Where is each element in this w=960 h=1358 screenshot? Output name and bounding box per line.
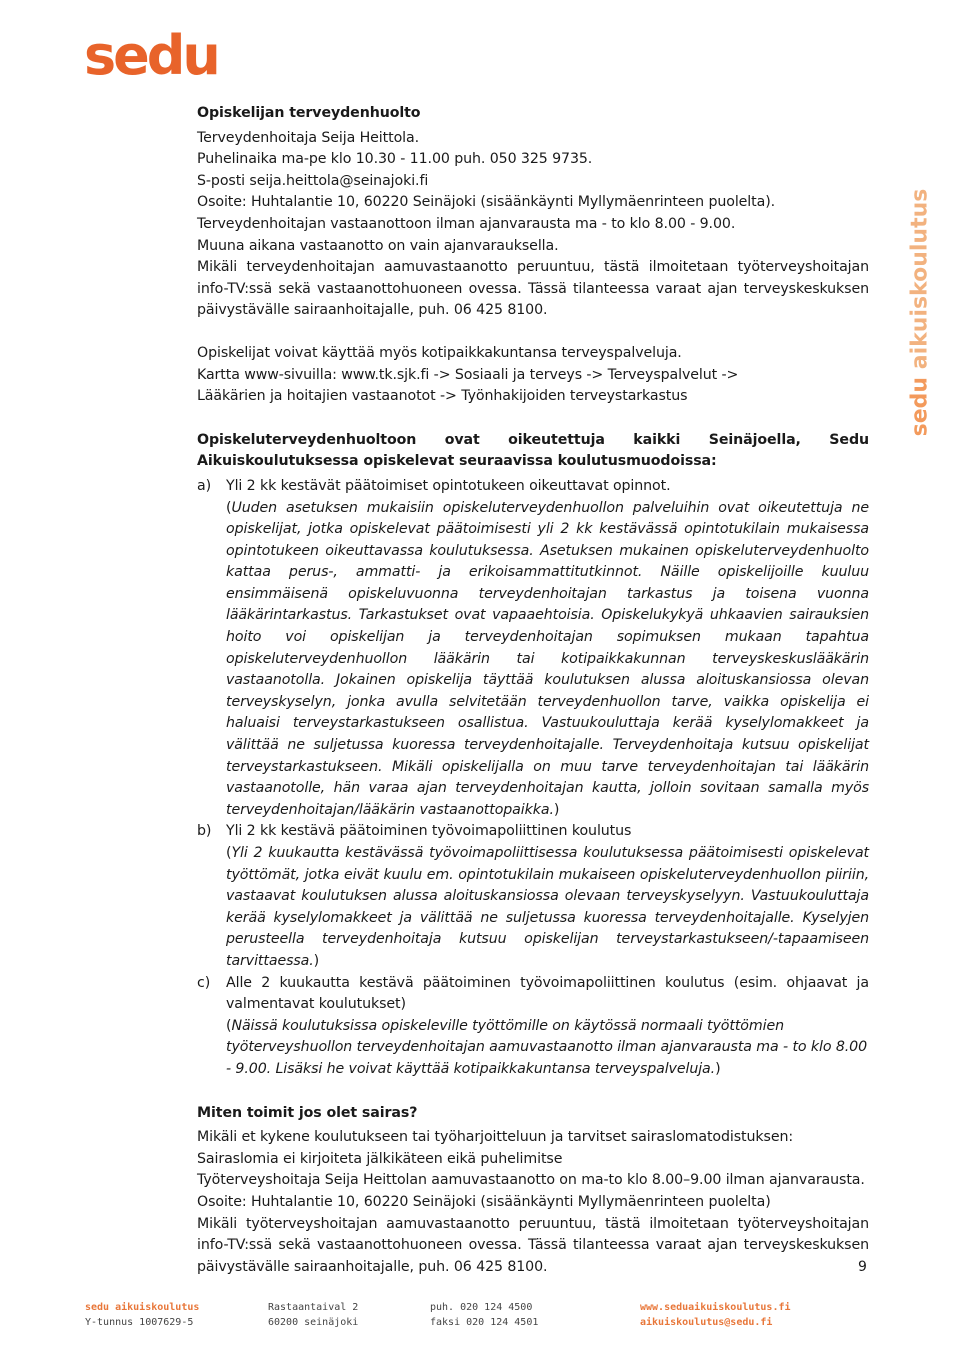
page-number: 9 <box>858 1259 867 1275</box>
section-heading-health-care: Opiskelijan terveydenhuolto <box>197 105 421 121</box>
side-brand <box>900 188 940 436</box>
email-line: S-posti seija.heittola@seinajoki.fi <box>197 172 429 189</box>
map-link-line: Kartta www-sivuilla: www.tk.sjk.fi -> Sosiaali ja terveys -> Terveyspalvelut -> <box>197 366 739 383</box>
footer-org: sedu aikuiskoulutus <box>85 1302 200 1313</box>
footer-phone: puh. 020 124 4500 <box>430 1302 533 1313</box>
map-path-line: Lääkärien ja hoitajien vastaanotot -> Työnhakijoiden terveystarkastus <box>197 388 688 405</box>
list-item: a) Yli 2 kk kestävät päätoimiset opintotukeen oikeuttavat opinnot. (Uuden asetuksen mukaisiin opiskeluterveydenhuollon palveluihin ovat oikeutettuja ne opiskelijat, jotka opiskelevat päätoimisesti yli 2 kk kestävässä opintotukilain mukaisessa opintotukeen oikeuttavassa koulutuksessa. Asetuksen mukainen opiskeluterveydenhuolto kattaa perus-, ammatti- ja erikoisammattitutkinnot. Näille opiskelijoille kuuluu ensimmäisenä opiskeluvuonna terveydenhoitajan tarkastus ja toisena vuonna lääkärintarkastus. Tarkastukset ovat vapaaehtoisia. Opiskelukykyä uhkaavien sairauksien hoito voi opiskelijan ja terveydenhoitajan sopimuksen mukaan tapahtua opiskeluterveydenhuollon lääkärin tai kotipaikkakunnan terveyskeskuslääkärin vastaanotolla. Jokainen opiskelija täyttää koulutuksen alussa aloituskansiossa olevan terveyskyselyn, jonka avulla selvitetään terveydenhuollon tarve, vaikka opiskelija ei haluaisi terveystarkastukseen osallistua. Vastuukouluttaja kerää kyselylomakkeet ja välittää ne suljetussa kuoressa terveydenhoitajalle. Terveydenhoitaja kutsuu opiskelijat terveystarkastukseen. Mikäli opiskelijalla on muu tarve terveydenhoitajan tai lääkärin vastaanotolle, hän varaa ajan terveydenhoitajan kautta, jolloin sovitaan samalla myös terveydenhoitajan/lääkärin vastaanottopaikka.) <box>197 476 869 822</box>
footer <box>0 1300 960 1340</box>
occupational-address: Osoite: Huhtalantie 10, 60220 Seinäjoki (sisäänkäynti Myllymäenrinteen puolelta) <box>197 1193 771 1210</box>
footer-ytunnus: Y-tunnus 1007629-5 <box>85 1317 194 1328</box>
list-item-label: a) <box>197 477 212 494</box>
list-item: c) Alle 2 kuukautta kestävä päätoiminen työvoimapoliittinen koulutus (esim. ohjaavat ja valmentavat koulutukset) (Näissä koulutuksissa opiskeleville työttömille on käytössä normaali työttömien työterveyshuollon terveydenhoitajan aamuvastaanotto ilman ajanvarausta ma - to klo 8.00 - 9.00. Lisäksi he voivat käyttää kotipaikkakuntansa terveyspalveluja.) <box>197 973 869 1081</box>
footer-email: aikuiskoulutus@sedu.fi <box>640 1317 773 1328</box>
list-item-detail: Näissä koulutuksissa opiskeleville työttömille on käytössä normaali työttömien työterveyshuollon terveydenhoitajan aamuvastaanotto ilman ajanvarausta ma - to klo 8.00 - 9.00. Lisäksi he voivat käyttää kotipaikkakuntansa terveyspalveluja. <box>226 1017 868 1077</box>
list-item: b) Yli 2 kk kestävä päätoiminen työvoimapoliittinen koulutus (Yli 2 kuukautta kestävässä työvoimapoliittisessa koulutuksessa päätoimisesti opiskelevat työttömät, jotka eivät kuulu em. opintotukilain mukaiseen opiskeluterveydenhuollon piiriin, vastaavat koulutuksen alussa aloituskansiossa olevaan terveyskyselyyn. Vastuukouluttaja kerää kyselylomakkeet ja välittää ne suljetussa kuoressa terveydenhoitajalle. Kyselyjen perusteella terveydenhoitaja kutsuu opiskelijan terveystarkastukseen/-tapaamiseen tarvittaessa.) <box>197 821 869 972</box>
footer-fax: faksi 020 124 4501 <box>430 1317 539 1328</box>
appointment-note: Muuna aikana vastaanotto on vain ajanvarauksella. <box>197 237 559 254</box>
footer-web: www.seduaikuiskoulutus.fi <box>640 1302 791 1313</box>
list-item-detail: Yli 2 kuukautta kestävässä työvoimapoliittisessa koulutuksessa päätoimisesti opiskelevat työttömät, jotka eivät kuulu em. opintotukilain mukaiseen opiskeluterveydenhuollon piiriin, vastaavat koulutuksen alussa aloituskansiossa olevaan terveyskyselyyn. Vastuukouluttaja kerää kyselylomakkeet ja välittää ne suljetussa kuoressa terveydenhoitajalle. Kyselyjen perusteella terveydenhoitaja kutsuu opiskelijan terveystarkastukseen/-tapaamiseen tarvittaessa. <box>226 845 869 969</box>
document-body <box>197 103 869 1278</box>
footer-city: 60200 seinäjoki <box>268 1317 359 1328</box>
side-brand-aikuiskoulutus: aikuiskoulutus <box>907 188 933 377</box>
sedu-logo <box>84 26 226 82</box>
list-item-title: Yli 2 kk kestävä päätoiminen työvoimapoliittinen koulutus <box>226 823 632 840</box>
nurse-name: Terveydenhoitaja Seija Heittola. <box>197 129 419 146</box>
address-line: Osoite: Huhtalantie 10, 60220 Seinäjoki (sisäänkäynti Myllymäenrinteen puolelta). <box>197 194 776 211</box>
occupational-cancellation-paragraph: Mikäli työterveyshoitajan aamuvastaanotto peruuntuu, tästä ilmoitetaan työterveyshoitajan info-TV:ssä sekä vastaanottohuoneen ovessa. Tässä tilanteessa varaat ajan terveyskeskuksen päivystävälle sairaanhoitajalle, puh. 06 425 8100. <box>197 1215 869 1275</box>
walk-in-hours: Terveydenhoitajan vastaanottoon ilman ajanvarausta ma - to klo 8.00 - 9.00. <box>197 215 736 232</box>
sick-leave-heading: Miten toimit jos olet sairas? <box>197 1104 418 1121</box>
municipal-services-line: Opiskelijat voivat käyttää myös kotipaikkakuntansa terveyspalveluja. <box>197 344 682 361</box>
sick-leave-intro: Mikäli et kykene koulutukseen tai työharjoitteluun ja tarvitset sairaslomatodistuksen: <box>197 1129 794 1146</box>
phone-hours: Puhelinaika ma-pe klo 10.30 - 11.00 puh. 050 325 9735. <box>197 151 593 168</box>
svg-text:sedu: sedu <box>84 26 218 82</box>
list-item-label: b) <box>197 823 212 840</box>
cancellation-paragraph: Mikäli terveydenhoitajan aamuvastaanotto peruuntuu, tästä ilmoitetaan työterveyshoitajan info-TV:ssä sekä vastaanottohuoneen ovessa. Tässä tilanteessa varaat ajan terveyskeskuksen päivystävälle sairaanhoitajalle, puh. 06 425 8100. <box>197 259 869 319</box>
list-item-title: Alle 2 kuukautta kestävä päätoiminen työvoimapoliittinen koulutus (esim. ohjaavat ja valmentavat koulutukset) <box>226 974 869 1013</box>
eligibility-heading: Opiskeluterveydenhuoltoon ovat oikeutettuja kaikki Seinäjoella, Sedu Aikuiskoulutuksessa opiskelevat seuraavissa koulutusmuodoissa: <box>197 431 869 470</box>
sick-leave-rule: Sairaslomia ei kirjoiteta jälkikäteen eikä puhelimitse <box>197 1150 563 1167</box>
list-item-title: Yli 2 kk kestävät päätoimiset opintotukeen oikeuttavat opinnot. <box>226 477 671 494</box>
list-item-detail: Uuden asetuksen mukaisiin opiskeluterveydenhuollon palveluihin ovat oikeutettuja ne opiskelijat, jotka opiskelevat päätoimisesti yli 2 kk kestävässä opintotukilain mukaisessa opintotukeen oikeuttavassa koulutuksessa. Asetuksen mukainen opiskeluterveydenhuolto kattaa perus-, ammatti- ja erikoisammattitutkinnot. Näille opiskelijoille kuuluu ensimmäisenä opiskeluvuonna terveydenhoitajan tarkastus ja toisena vuonna lääkärintarkastus. Tarkastukset ovat vapaaehtoisia. Opiskelukykyä uhkaavien sairauksien hoito voi opiskelijan ja terveydenhoitajan sopimuksen mukaan tapahtua opiskeluterveydenhuollon lääkärin tai kotipaikkakunnan terveyskeskuslääkärin vastaanotolla. Jokainen opiskelija täyttää koulutuksen alussa aloituskansiossa olevan terveyskyselyn, jonka avulla selvitetään terveydenhuollon tarve, vaikka opiskelija ei haluaisi terveystarkastukseen osallistua. Vastuukouluttaja kerää kyselylomakkeet ja välittää ne suljetussa kuoressa terveydenhoitajalle. Terveydenhoitaja kutsuu opiskelijat terveystarkastukseen. Mikäli opiskelijalla on muu tarve terveydenhoitajan tai lääkärin vastaanotolle, hän varaa ajan terveydenhoitajan kautta, jolloin sovitaan samalla myös terveydenhoitajan/lääkärin vastaanottopaikka. <box>226 499 869 818</box>
occupational-nurse-hours: Työterveyshoitaja Seija Heittolan aamuvastaanotto on ma-to klo 8.00–9.00 ilman ajanvarausta. <box>197 1172 865 1189</box>
side-brand-sedu: sedu <box>907 376 933 436</box>
list-item-label: c) <box>197 974 211 991</box>
footer-street: Rastaantaival 2 <box>268 1302 359 1313</box>
